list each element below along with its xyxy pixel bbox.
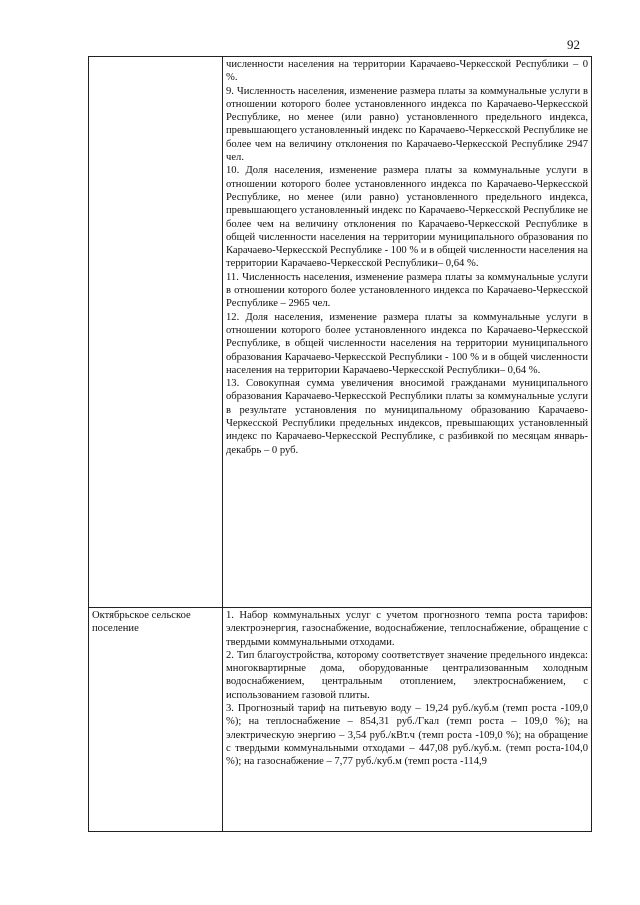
settlement-name-cell (89, 57, 223, 608)
indicator-paragraph: 12. Доля населения, изменение размера платы за коммунальные услуги в отношении которого более установленного индекса по Карачаево-Черкесской Республике, в общей численности населения на территории муниципального образования Карачаево-Черкесской Республики - 100 % и в общей численности населения на территории Карачаево-Черкесской Республики– 0,64 %. (226, 311, 588, 376)
indicator-paragraph: 13. Совокупная сумма увеличения вносимой гражданами муниципального образования Карачаево-Черкесской Республики платы за коммунальные услуги в результате установления по муниципальному образованию Карачаево-Черкесской Республики предельных индексов, превышающих установленный индекс по Карачаево-Черкесской Республике, с разбивкой по месяцам январь-декабрь – 0 руб. (226, 378, 588, 456)
indicators-cell (223, 57, 592, 608)
indicator-paragraph: 9. Численность населения, изменение размера платы за коммунальные услуги в отношении которого более установленного индекса по Карачаево-Черкесской Республике, но менее (или равно) установленного предельного индекса, превышающего установленный индекс по Карачаево-Черкесской Республике не более чем на величину отклонения по Карачаево-Черкесской Республике 2947 чел. (226, 85, 588, 164)
page-number: 92 (567, 37, 580, 52)
indicators-table (88, 56, 592, 832)
indicator-paragraph: 10. Доля населения, изменение размера платы за коммунальные услуги в отношении которого более установленного индекса по Карачаево-Черкесской Республике, но менее (или равно) установленного предельного индекса, превышающего установленный индекс по Карачаево-Черкесской Республике не более чем на величину отклонения по Карачаево-Черкесской Республике в общей численности населения на территории муниципального образования по Карачаево-Черкесской Республике - 100 % и в общей численности населения на территории Карачаево-Черкесской Республики– 0,64 %. (226, 165, 588, 270)
indicator-paragraph: 3. Прогнозный тариф на питьевую воду – 19,24 руб./куб.м (темп роста -109,0 %); на теплоснабжение – 854,31 руб./Гкал (темп роста – 109,0 %); на электрическую энергию – 3,54 руб./кВт.ч (темп роста -109,0 %); на обращение с твердыми коммунальными отходами – 447,08 руб./куб.м. (темп роста-104,0 %); на газоснабжение – 7,77 руб./куб.м (темп роста -114,9 (226, 703, 588, 768)
indicator-paragraph: 1. Набор коммунальных услуг с учетом прогнозного темпа роста тарифов: электроэнергия, газоснабжение, водоснабжение, теплоснабжение, обращение с твердыми коммунальными отходами. (226, 610, 588, 648)
table-row (89, 57, 592, 608)
table-row (89, 608, 592, 832)
indicator-paragraph: 2. Тип благоустройства, которому соответствует значение предельного индекса: многоквартирные дома, оборудованные централизованным холодным водоснабжением, центральным отоплением, электроснабжением, с использованием газовой плиты. (226, 649, 588, 701)
indicators-cell (223, 608, 592, 832)
indicator-paragraph: 11. Численность населения, изменение размера платы за коммунальные услуги в отношении которого более установленного индекса по Карачаево-Черкесской Республике – 2965 чел. (226, 271, 588, 310)
settlement-name-cell: Октябрьское сельское поселение (89, 608, 223, 832)
indicator-paragraph: численности населения на территории Карачаево-Черкесской Республики – 0 %. (226, 59, 588, 84)
